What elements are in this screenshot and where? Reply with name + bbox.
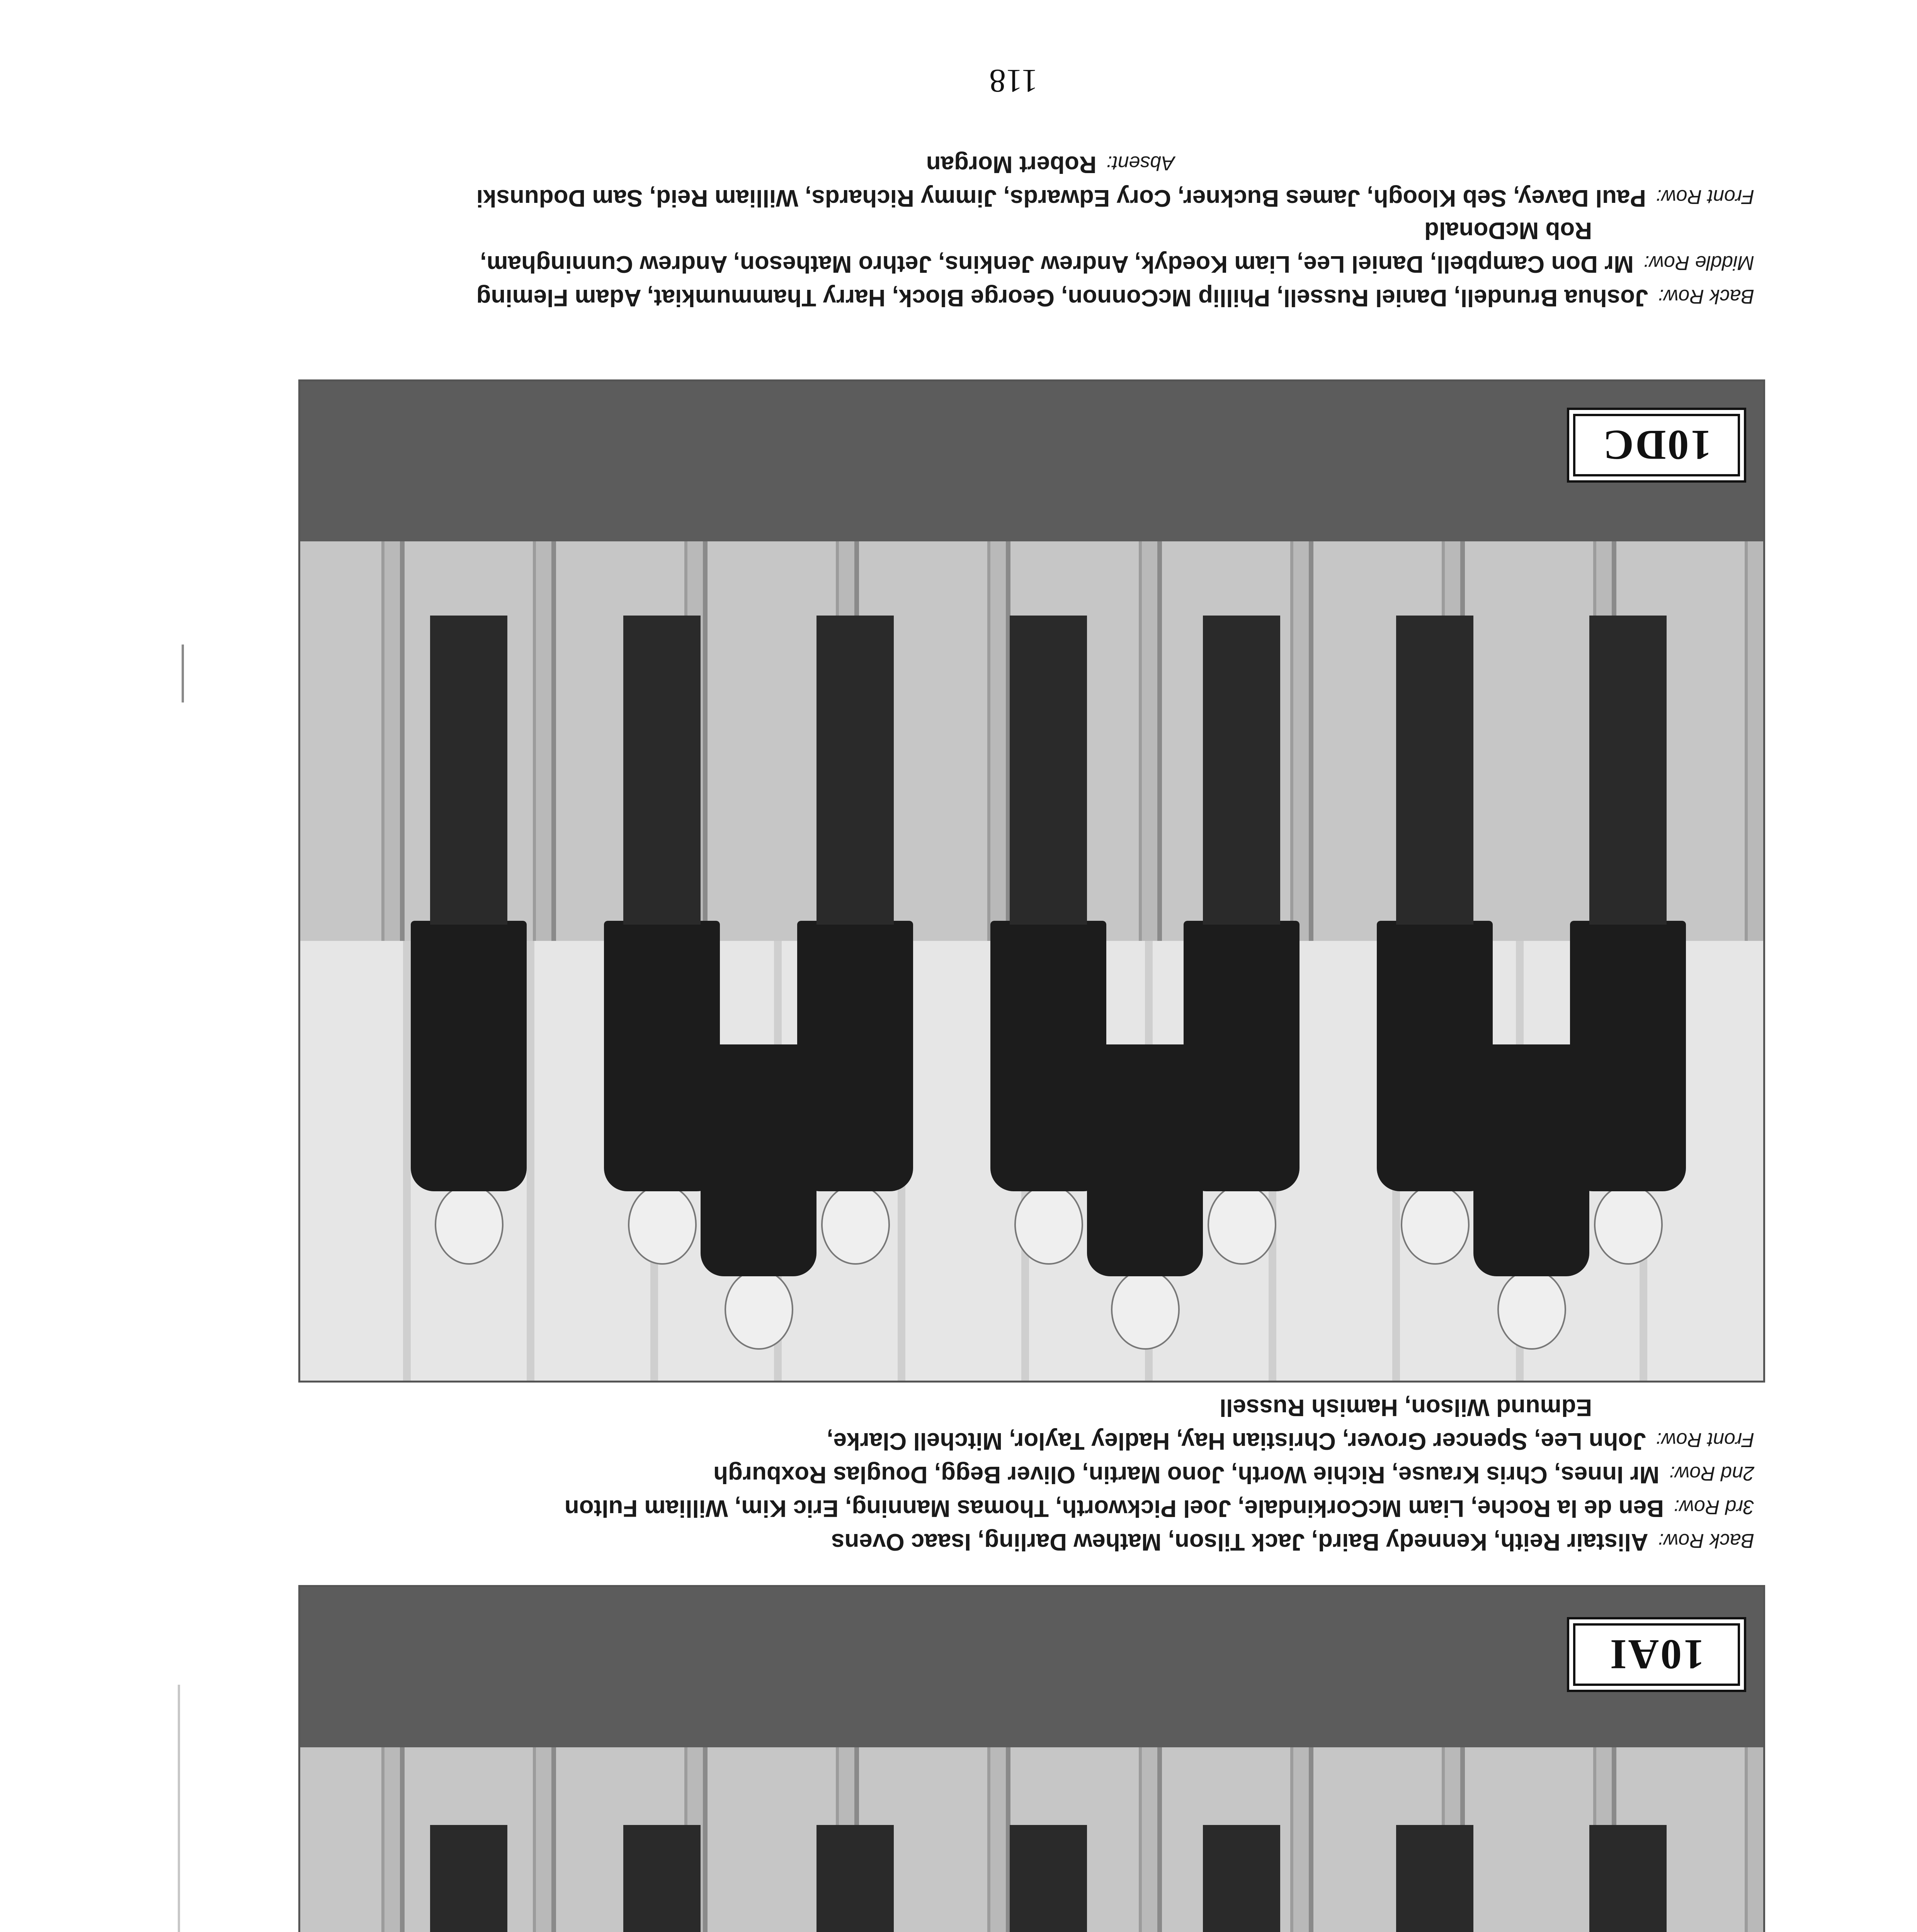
class-label-10dc: 10DC [1573, 414, 1740, 476]
class-photo-10dc [298, 379, 1765, 1383]
page-number: 118 [989, 63, 1038, 100]
margin-mark [178, 1685, 180, 1932]
class-photo-10ai [298, 1585, 1765, 1932]
caption-row: Back Row:Alistair Reith, Kennedy Baird, Jack Tilson, Mathew Darling, Isaac Ovens [831, 1529, 1754, 1555]
caption-row: 2nd Row:Mr Innes, Chris Krause, Richie Worth, Jono Martin, Oliver Begg, Douglas Roxburgh [713, 1461, 1754, 1488]
margin-mark [182, 645, 184, 702]
caption-row: Absent:Robert Morgan [926, 151, 1175, 178]
caption-row: 3rd Row:Ben de la Roche, Liam McCorkindale, Joel Pickworth, Thomas Manning, Eric Kim, William Fulton [564, 1495, 1754, 1522]
caption-row: Back Row:Joshua Brundell, Daniel Russell, Phillip McConnon, George Block, Harry Thammumkiat, Adam Fleming [476, 284, 1754, 311]
caption-row: Front Row:John Lee, Spencer Grover, Christian Hay, Hadley Taylor, Mitchell Clarke, Edmund Wilson, Hamish Russell [827, 1394, 1754, 1454]
caption-row: Middle Row:Mr Don Campbell, Daniel Lee, Liam Koedyk, Andrew Jenkins, Jethro Matheson, Andrew Cunningham, Rob McDonald [480, 217, 1754, 277]
class-label-10ai: 10AI [1573, 1623, 1740, 1686]
caption-10dc [332, 147, 1754, 314]
caption-row: Front Row:Paul Davey, Seb Kloogh, James Buckner, Cory Edwards, Jimmy Richards, William Reid, Sam Dodunski [476, 185, 1754, 211]
caption-10ai [332, 1391, 1754, 1558]
